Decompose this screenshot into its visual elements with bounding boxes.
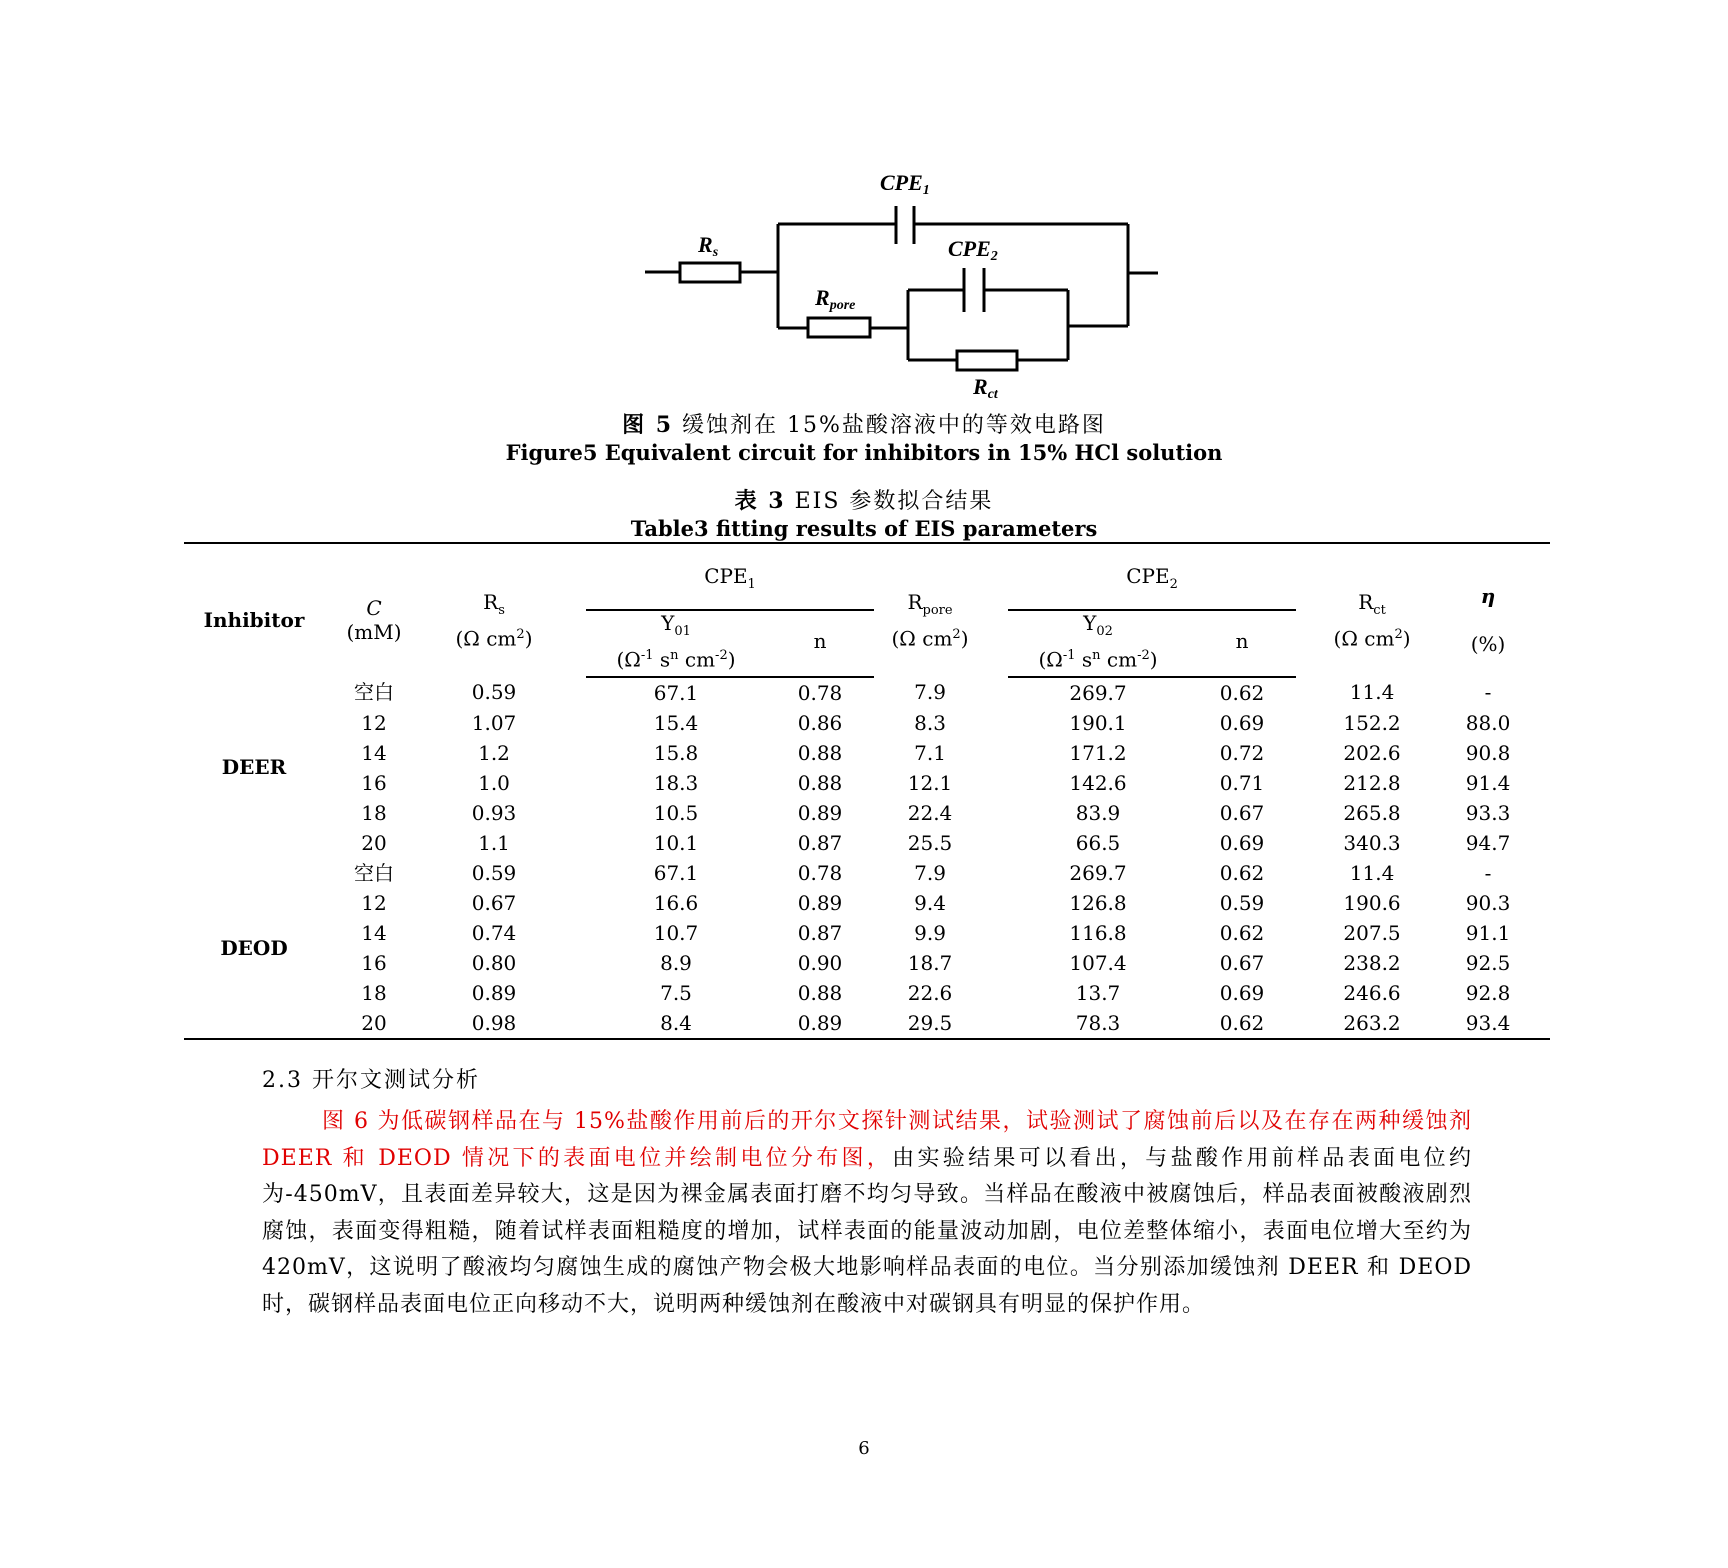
cell-concentration: 18 xyxy=(361,980,387,1005)
cell-gap xyxy=(1296,768,1318,798)
cell-y02: 83.9 xyxy=(1075,800,1121,825)
cell-gap xyxy=(564,888,586,918)
cell-eta: - xyxy=(1484,860,1492,885)
cell-eta: 92.8 xyxy=(1465,980,1511,1005)
table-row xyxy=(184,708,1550,738)
inhibitor-name: DEOD xyxy=(220,935,288,960)
cell-eta: 93.3 xyxy=(1465,800,1511,825)
cell-rs: 0.89 xyxy=(471,980,517,1005)
cell-eta: - xyxy=(1484,680,1492,705)
cell-n2: 0.72 xyxy=(1219,740,1265,765)
cell-gap xyxy=(986,1008,1008,1039)
cell-gap xyxy=(564,918,586,948)
cell-rct: 207.5 xyxy=(1343,920,1401,945)
cell-rpore: 8.3 xyxy=(914,710,946,735)
cell-y02: 269.7 xyxy=(1069,860,1127,885)
cell-n1: 0.89 xyxy=(797,890,843,915)
cell-y01: 15.4 xyxy=(653,710,699,735)
cell-rs: 1.2 xyxy=(478,740,510,765)
table-row xyxy=(184,888,1550,918)
cell-eta: 90.8 xyxy=(1465,740,1511,765)
cell-eta: 91.1 xyxy=(1465,920,1511,945)
cell-gap xyxy=(1296,708,1318,738)
cell-concentration: 16 xyxy=(361,770,387,795)
cell-rpore: 22.4 xyxy=(907,800,953,825)
header-concentration: C (mM) xyxy=(324,543,424,677)
cell-eta: 92.5 xyxy=(1465,950,1511,975)
cell-gap xyxy=(564,708,586,738)
rct-label: Rct xyxy=(973,374,998,400)
cell-rpore: 22.6 xyxy=(907,980,953,1005)
cell-gap xyxy=(1296,798,1318,828)
header-gap xyxy=(564,543,586,677)
header-gap xyxy=(986,543,1008,677)
body-paragraph xyxy=(262,1104,1472,1323)
cell-gap xyxy=(1296,738,1318,768)
equivalent-circuit-diagram xyxy=(640,160,1160,400)
cell-gap xyxy=(986,978,1008,1008)
cell-rct: 265.8 xyxy=(1343,800,1401,825)
figure-caption-cn-prefix: 图 5 xyxy=(622,412,674,438)
cell-rs: 0.67 xyxy=(471,890,517,915)
cell-y01: 8.9 xyxy=(660,950,692,975)
cell-y02: 107.4 xyxy=(1069,950,1127,975)
cell-rs: 0.80 xyxy=(471,950,517,975)
cell-gap xyxy=(1296,1008,1318,1039)
cell-gap xyxy=(1296,978,1318,1008)
cell-n1: 0.88 xyxy=(797,980,843,1005)
cell-n1: 0.90 xyxy=(797,950,843,975)
cell-rpore: 7.1 xyxy=(914,740,946,765)
cell-n2: 0.69 xyxy=(1219,710,1265,735)
table-row xyxy=(184,858,1550,888)
table-row xyxy=(184,978,1550,1008)
cell-n2: 0.67 xyxy=(1219,950,1265,975)
cell-rpore: 7.9 xyxy=(914,680,946,705)
cell-y02: 126.8 xyxy=(1069,890,1127,915)
cell-rpore: 12.1 xyxy=(907,770,953,795)
header-eta: η (%) xyxy=(1426,543,1550,677)
cell-concentration: 空白 xyxy=(354,860,394,885)
cell-rpore: 9.9 xyxy=(914,920,946,945)
cell-gap xyxy=(986,918,1008,948)
cell-gap xyxy=(564,948,586,978)
header-rs: $R_s$ (Ω $cm^2$) xyxy=(424,543,564,677)
figure-caption-cn-text: 缓蚀剂在 15%盐酸溶液中的等效电路图 xyxy=(682,413,1106,438)
cell-y02: 142.6 xyxy=(1069,770,1127,795)
cell-eta: 90.3 xyxy=(1465,890,1511,915)
header-cpe2: $CPE_2$ xyxy=(1008,543,1296,610)
cell-concentration: 14 xyxy=(361,740,387,765)
cell-concentration: 12 xyxy=(361,890,387,915)
cell-gap xyxy=(564,828,586,858)
cell-rs: 1.1 xyxy=(478,830,510,855)
cell-rct: 190.6 xyxy=(1343,890,1401,915)
cell-inhibitor xyxy=(184,677,324,858)
cell-gap xyxy=(986,888,1008,918)
cell-gap xyxy=(1296,888,1318,918)
table-row xyxy=(184,677,1550,708)
cell-gap xyxy=(564,1008,586,1039)
cell-rct: 11.4 xyxy=(1349,860,1395,885)
rpore-label: Rpore xyxy=(815,285,856,313)
cell-y01: 10.1 xyxy=(653,830,699,855)
cell-gap xyxy=(564,738,586,768)
cell-rct: 340.3 xyxy=(1343,830,1401,855)
cell-gap xyxy=(1296,858,1318,888)
cell-inhibitor xyxy=(184,858,324,1039)
cpe1-label: CPE1 xyxy=(880,170,930,198)
cell-gap xyxy=(986,858,1008,888)
cell-gap xyxy=(986,677,1008,708)
cell-y01: 10.5 xyxy=(653,800,699,825)
cell-rct: 238.2 xyxy=(1343,950,1401,975)
cell-y01: 67.1 xyxy=(653,680,699,705)
cell-eta: 88.0 xyxy=(1465,710,1511,735)
cell-n1: 0.88 xyxy=(797,770,843,795)
cell-rs: 0.74 xyxy=(471,920,517,945)
cell-rpore: 29.5 xyxy=(874,1008,986,1039)
table-row xyxy=(184,828,1550,858)
header-rct: $R_{ct}$ (Ω $cm^2$) xyxy=(1318,543,1426,677)
cell-rpore: 18.7 xyxy=(907,950,953,975)
cell-gap xyxy=(564,858,586,888)
cell-rct: 263.2 xyxy=(1318,1008,1426,1039)
cell-gap xyxy=(986,708,1008,738)
cell-y02: 116.8 xyxy=(1069,920,1127,945)
table-row xyxy=(184,798,1550,828)
header-y01: $Y_{01}$ ($\Omega^{-1}$ $s^n$ $cm^{-2}$) xyxy=(586,610,766,677)
rs-label: Rs xyxy=(698,232,719,260)
cell-gap xyxy=(564,768,586,798)
cell-rct: 152.2 xyxy=(1343,710,1401,735)
cell-n1: 0.87 xyxy=(797,830,843,855)
cell-rct: 246.6 xyxy=(1343,980,1401,1005)
cell-n2: 0.62 xyxy=(1219,680,1265,705)
cell-n1: 0.78 xyxy=(797,680,843,705)
cell-n1: 0.78 xyxy=(797,860,843,885)
table-body xyxy=(184,677,1550,1039)
cell-concentration: 空白 xyxy=(354,680,394,705)
cell-y02: 13.7 xyxy=(1075,980,1121,1005)
rct-resistor xyxy=(957,351,1017,370)
cell-n2: 0.67 xyxy=(1219,800,1265,825)
cell-y02: 78.3 xyxy=(1008,1008,1188,1039)
table-row xyxy=(184,738,1550,768)
cell-gap xyxy=(986,768,1008,798)
table-caption-cn-text: EIS 参数拟合结果 xyxy=(794,489,994,514)
cell-y02: 66.5 xyxy=(1075,830,1121,855)
cell-y02: 190.1 xyxy=(1069,710,1127,735)
table-header-row-1 xyxy=(184,543,1550,610)
cell-eta: 91.4 xyxy=(1465,770,1511,795)
table-caption-en: Table3 fitting results of EIS parameters xyxy=(630,516,1098,541)
section-title: 2.3 开尔文测试分析 xyxy=(262,1068,480,1093)
table-row xyxy=(184,948,1550,978)
cell-rs: 0.59 xyxy=(471,680,517,705)
header-n2: n xyxy=(1188,610,1296,677)
header-y02: $Y_{02}$ ($\Omega^{-1}$ $s^n$ $cm^{-2}$) xyxy=(1008,610,1188,677)
cell-y01: 8.4 xyxy=(586,1008,766,1039)
cell-y01: 18.3 xyxy=(653,770,699,795)
page-number: 6 xyxy=(858,1438,870,1459)
cell-n1: 0.89 xyxy=(766,1008,874,1039)
cell-gap xyxy=(1296,918,1318,948)
table-row xyxy=(184,918,1550,948)
cell-y01: 10.7 xyxy=(653,920,699,945)
cell-gap xyxy=(1296,828,1318,858)
cell-rs: 0.98 xyxy=(424,1008,564,1039)
cell-gap xyxy=(1296,677,1318,708)
cell-y01: 67.1 xyxy=(653,860,699,885)
cell-n1: 0.89 xyxy=(797,800,843,825)
rs-resistor xyxy=(680,263,740,282)
cell-concentration: 12 xyxy=(361,710,387,735)
table-row xyxy=(184,1008,1550,1039)
cell-concentration: 14 xyxy=(361,920,387,945)
cell-n2: 0.69 xyxy=(1219,830,1265,855)
cell-gap xyxy=(986,828,1008,858)
cell-gap xyxy=(564,798,586,828)
body-text-black: 由实验结果可以看出，与盐酸作用前样品表面电位约为-450mV，且表面差异较大，这是因为裸金属表面打磨不均匀导致。当样品在酸液中被腐蚀后，样品表面被酸液剧烈腐蚀，表面变得粗糙，随着试样表面粗糙度的增加，试样表面的能量波动加剧，电位差整体缩小，表面电位增大至约为 420mV，这说明了酸液均匀腐蚀生成的腐蚀产物会极大地影响样品表面的电位。当分别添加缓蚀剂 DEER 和 DEOD 时，碳钢样品表面电位正向移动不大，说明两种缓蚀剂在酸液中对碳钢具有明显的保护作用。 xyxy=(262,1145,1472,1317)
cell-concentration: 20 xyxy=(361,830,387,855)
rpore-resistor xyxy=(808,318,870,337)
cell-y02: 171.2 xyxy=(1069,740,1127,765)
header-gap xyxy=(1296,543,1318,677)
inhibitor-name: DEER xyxy=(221,755,287,780)
cell-gap xyxy=(986,948,1008,978)
cell-eta: 93.4 xyxy=(1426,1008,1550,1039)
cell-n2: 0.59 xyxy=(1219,890,1265,915)
cell-gap xyxy=(564,677,586,708)
figure-caption-cn xyxy=(0,408,1728,439)
cell-rpore: 9.4 xyxy=(914,890,946,915)
cell-rct: 11.4 xyxy=(1349,680,1395,705)
table-caption-cn-prefix: 表 3 xyxy=(734,488,786,514)
table-caption-cn xyxy=(0,484,1728,515)
cell-concentration: 18 xyxy=(361,800,387,825)
cpe2-label: CPE2 xyxy=(948,236,998,264)
cell-y02: 269.7 xyxy=(1069,680,1127,705)
cell-rct: 212.8 xyxy=(1343,770,1401,795)
cell-concentration: 20 xyxy=(324,1008,424,1039)
cell-gap xyxy=(986,738,1008,768)
cell-gap xyxy=(564,978,586,1008)
cell-rs: 0.93 xyxy=(471,800,517,825)
cell-rpore: 25.5 xyxy=(907,830,953,855)
cell-y01: 7.5 xyxy=(660,980,692,1005)
cell-concentration: 16 xyxy=(361,950,387,975)
cell-y01: 15.8 xyxy=(653,740,699,765)
eis-parameters-table xyxy=(184,542,1550,1040)
body-text-red: 图 6 为低碳钢样品在与 15%盐酸作用前后的开尔文探针测试结果，试验测试了腐蚀前后以及在存在两种缓蚀剂 DEER 和 DEOD 情况下的表面电位并绘制电位分布图， xyxy=(262,1109,1472,1171)
table-row xyxy=(184,768,1550,798)
cell-n2: 0.62 xyxy=(1219,920,1265,945)
cell-gap xyxy=(1296,948,1318,978)
header-n1: n xyxy=(766,610,874,677)
header-inhibitor: Inhibitor xyxy=(184,543,324,677)
cell-rs: 1.07 xyxy=(471,710,517,735)
header-rpore: $R_{pore}$ (Ω $cm^2$) xyxy=(874,543,986,677)
cell-n2: 0.69 xyxy=(1219,980,1265,1005)
cell-y01: 16.6 xyxy=(653,890,699,915)
cell-n1: 0.86 xyxy=(797,710,843,735)
cell-rpore: 7.9 xyxy=(914,860,946,885)
cell-n2: 0.62 xyxy=(1188,1008,1296,1039)
figure-caption-en: Figure5 Equivalent circuit for inhibitors in 15% HCl solution xyxy=(505,440,1223,465)
cell-eta: 94.7 xyxy=(1465,830,1511,855)
cell-rs: 0.59 xyxy=(471,860,517,885)
cell-gap xyxy=(986,798,1008,828)
cell-n1: 0.87 xyxy=(797,920,843,945)
cell-n2: 0.62 xyxy=(1219,860,1265,885)
header-cpe1: $CPE_1$ xyxy=(586,543,874,610)
cell-rs: 1.0 xyxy=(478,770,510,795)
cell-n2: 0.71 xyxy=(1219,770,1265,795)
cell-n1: 0.88 xyxy=(797,740,843,765)
cell-rct: 202.6 xyxy=(1343,740,1401,765)
